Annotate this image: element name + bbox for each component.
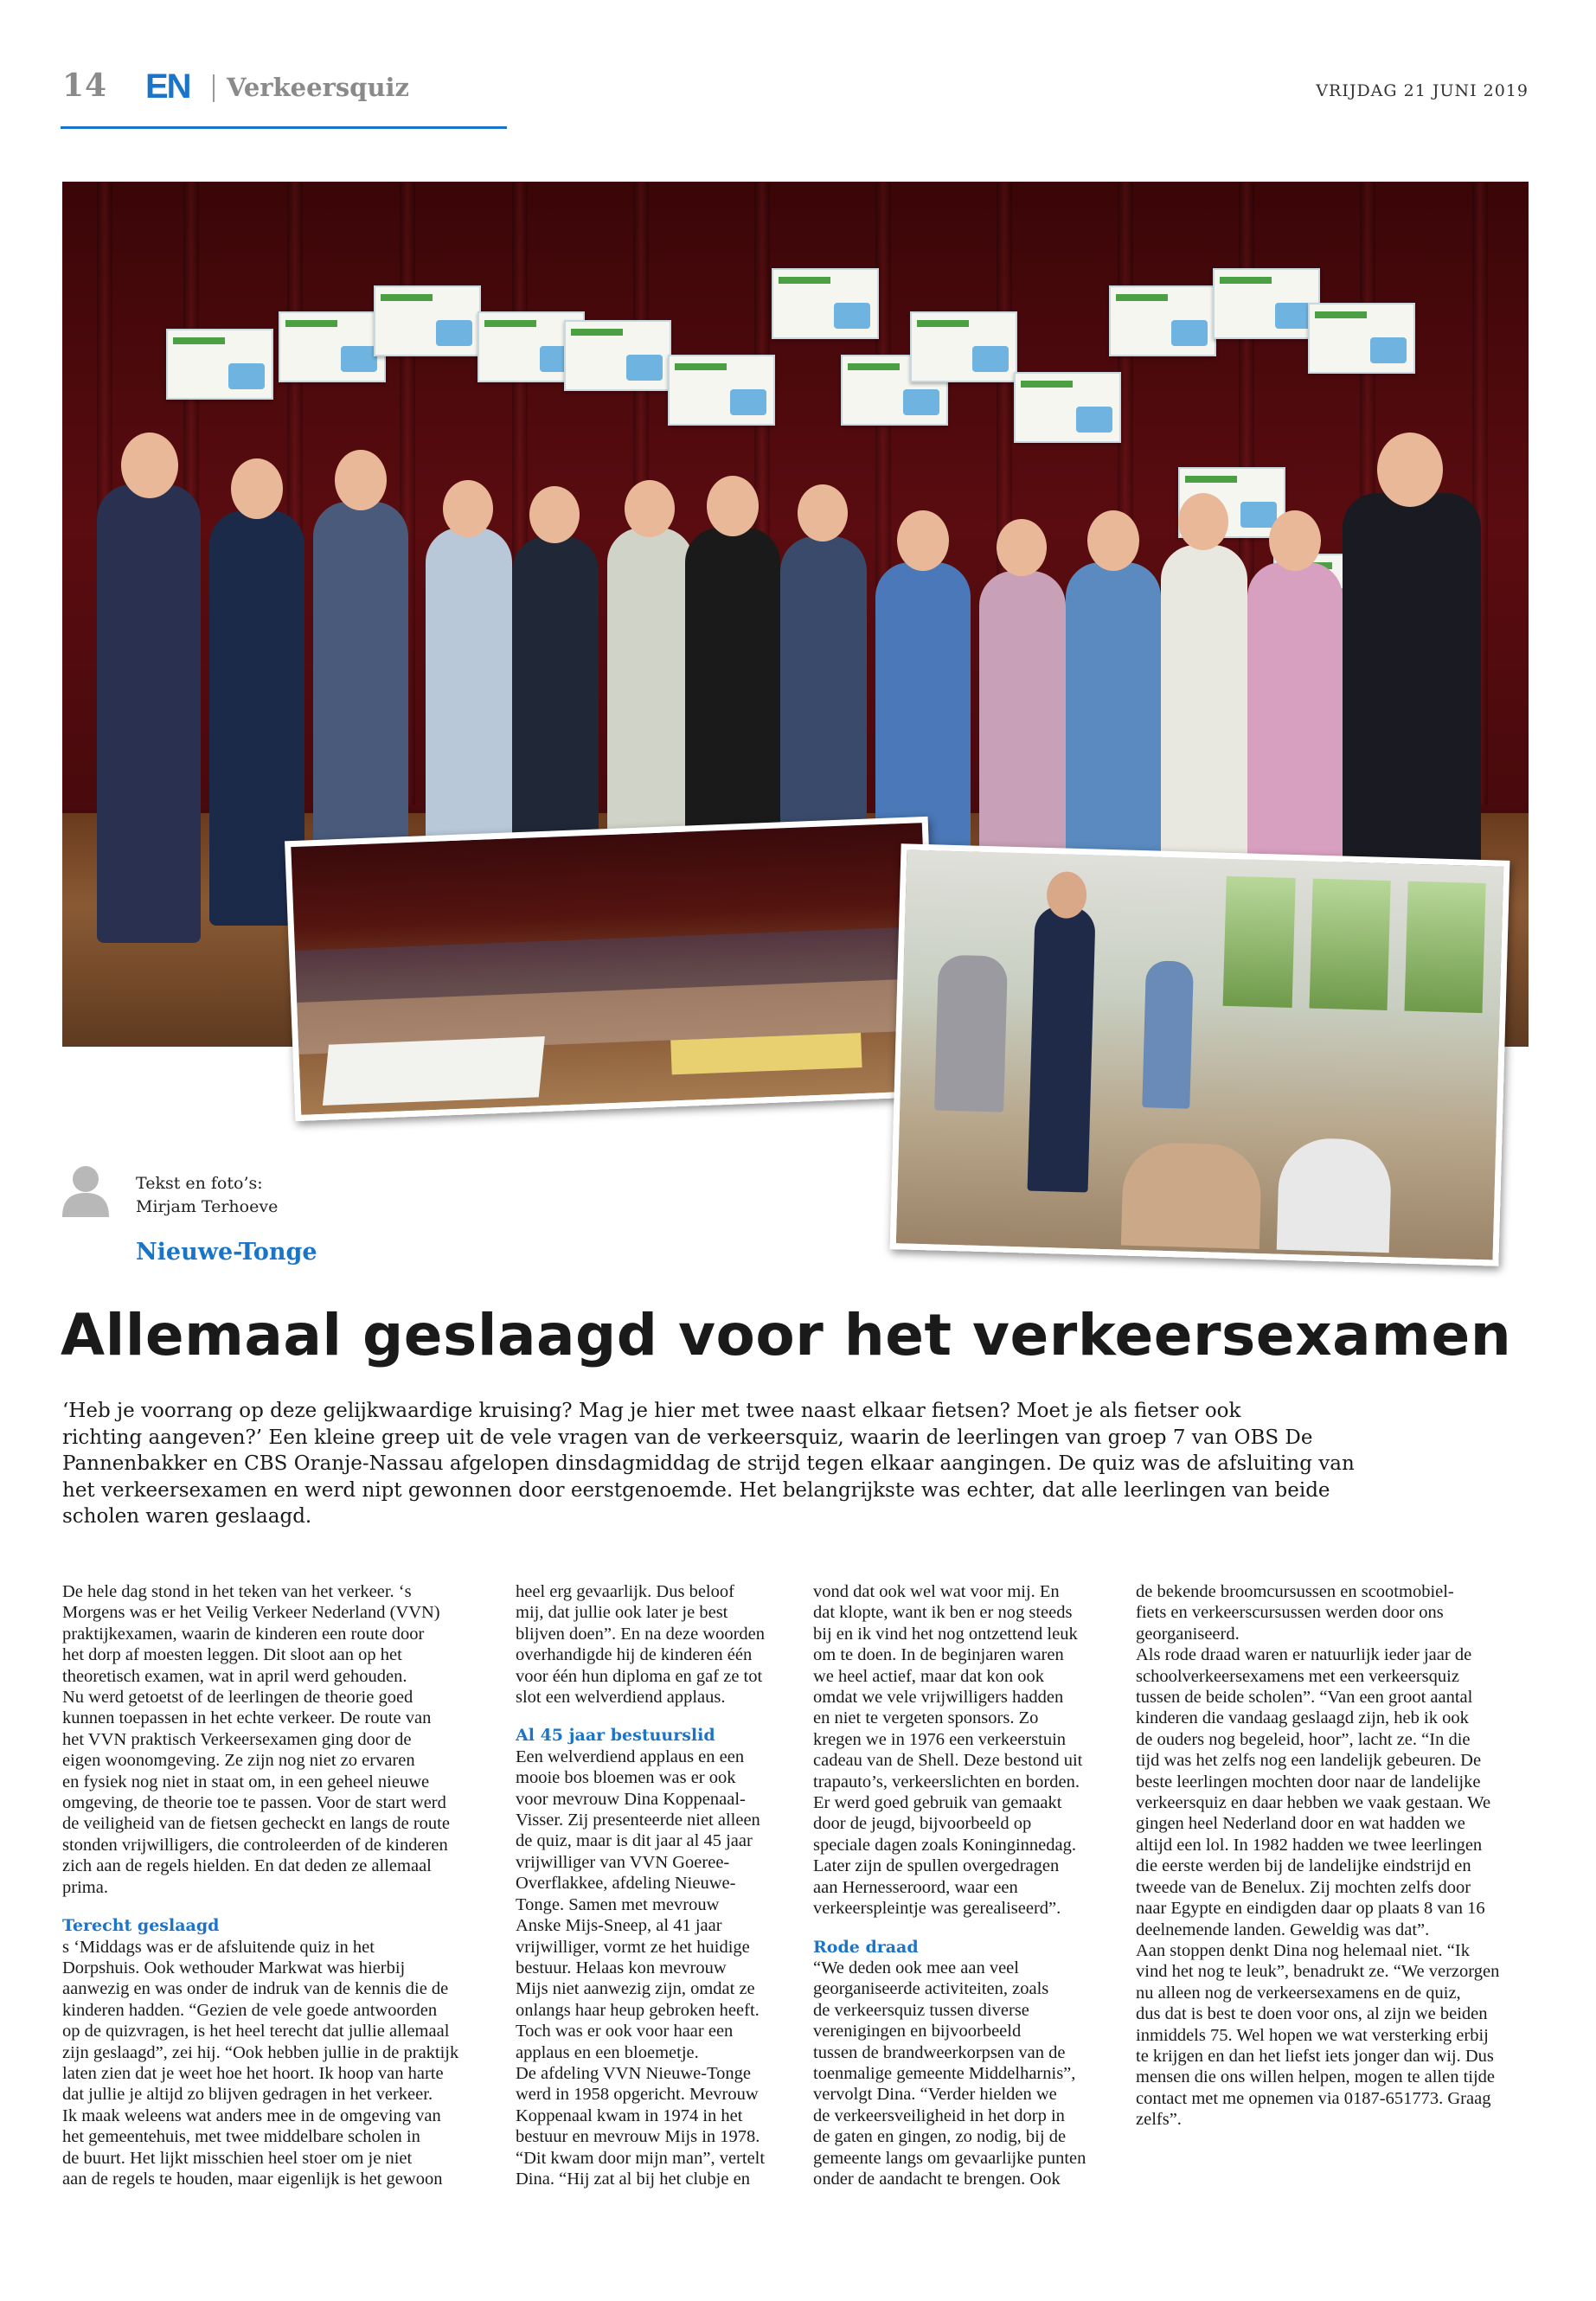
body-line: laten zien dat je weet hoe het hoort. Ik hoop van harte — [62, 2063, 444, 2083]
body-line: gingen heel Nederland door en wat hadden we — [1136, 1814, 1465, 1834]
body-column-3 — [813, 1581, 1116, 2189]
body-line: speciale dagen zoals Koninginnedag. — [813, 1835, 1076, 1855]
body-line: eigen woonomgeving. Ze zijn nog niet zo ervaren — [62, 1751, 415, 1771]
person-silhouette-icon — [61, 1163, 111, 1217]
body-line: blijven doen”. En na deze woorden — [516, 1624, 766, 1644]
body-line: mij, dat jullie ook later je best — [516, 1603, 728, 1623]
body-line: verkeerspleintje was gerealiseerd”. — [813, 1899, 1061, 1919]
body-line: Mijs niet aanwezig zijn, omdat ze — [516, 1979, 755, 1999]
body-line: voor één hun diploma en gaf ze tot — [516, 1666, 763, 1686]
body-line: s ‘Middags was er de afsluitende quiz in het — [62, 1937, 375, 1957]
person-head — [1377, 433, 1443, 507]
child-person — [607, 528, 694, 856]
body-line: De afdeling VVN Nieuwe-Tonge — [516, 2063, 752, 2083]
page-number: 14 — [62, 67, 108, 104]
body-line: kregen we in 1976 een verkeerstuin — [813, 1729, 1067, 1749]
body-line: de veiligheid van de fietsen gecheckt en langs de route — [62, 1814, 450, 1834]
body-line: dus dat is best te doen voor ons, al zijn we beiden — [1136, 2004, 1488, 2024]
person-head — [1178, 493, 1228, 550]
body-line: praktijkexamen, waarin de kinderen een route door — [62, 1624, 425, 1644]
body-line: zich aan de regels hielden. En dat deden ze allemaal — [62, 1856, 432, 1876]
body-line: tweede van de Benelux. Zij mochten zelfs door — [1136, 1877, 1471, 1897]
body-column-2 — [516, 1581, 792, 2189]
foreground-child — [1277, 1138, 1393, 1253]
body-line: Koppenaal kwam in 1974 in het — [516, 2106, 743, 2125]
newspaper-logo: EN — [145, 67, 190, 106]
subheading: Al 45 jaar bestuurslid — [516, 1726, 715, 1746]
body-line: die eerste werden bij de landelijke eindstrijd en — [1136, 1856, 1471, 1876]
person-head — [443, 480, 493, 537]
body-line: door de jeugd, bijvoorbeeld op — [813, 1814, 1032, 1834]
intro-line: ‘Heb je voorrang op deze gelijkwaardige kruising? Mag je hier met twee naast elkaar fietsen? Moet je als fietser ook — [62, 1400, 1241, 1422]
child-figure — [1142, 960, 1194, 1108]
body-line: heel erg gevaarlijk. Dus beloof — [516, 1582, 734, 1601]
body-line: bij en ik vind het nog ontzettend leuk — [813, 1624, 1078, 1644]
person-head — [997, 519, 1047, 576]
seated-woman-figure — [934, 955, 1008, 1112]
person-head — [897, 510, 949, 571]
body-line: Overflakkee, afdeling Nieuwe- — [516, 1874, 736, 1894]
body-line: applaus en een bloemetje. — [516, 2042, 699, 2062]
body-line: “We deden ook mee aan veel — [813, 1958, 1019, 1977]
body-line: de buurt. Het lijkt misschien heel stoer om je niet — [62, 2148, 413, 2168]
body-line: vervolgt Dina. “Verder hielden we — [813, 2085, 1057, 2105]
body-line: het gemeentehuis, met twee middelbare scholen in — [62, 2127, 420, 2147]
body-line: De hele dag stond in het teken van het verkeer. ‘s — [62, 1582, 412, 1601]
body-line: onder de aandacht te brengen. Ook — [813, 2169, 1061, 2189]
section-name: Verkeersquiz — [227, 73, 410, 102]
certificate — [279, 311, 386, 382]
body-line: schoolverkeersexamens met een verkeersquiz — [1136, 1666, 1459, 1686]
body-line: en fysiek nog niet in staat om, in een geheel nieuwe — [62, 1772, 430, 1791]
byline-label: Tekst en foto’s: — [136, 1174, 263, 1193]
body-line: theoretisch examen, wat in april werd gehouden. — [62, 1666, 407, 1686]
body-line: Morgens was er het Veilig Verkeer Nederland (VVN) — [62, 1603, 440, 1623]
intro-line: scholen waren geslaagd. — [62, 1505, 312, 1528]
body-line: omdat we vele vrijwilligers hadden — [813, 1688, 1064, 1708]
body-line: mooie bos bloemen was er ook — [516, 1768, 736, 1788]
body-line: Aan stoppen denkt Dina nog helemaal niet. “Ik — [1136, 1940, 1470, 1960]
body-line: voor mevrouw Dina Koppenaal- — [516, 1789, 746, 1809]
subheading: Rode draad — [813, 1937, 919, 1957]
body-line: aan Hernesseroord, waar een — [813, 1877, 1018, 1897]
body-column-4 — [1136, 1581, 1542, 2131]
body-line: de verkeersveiligheid in het dorp in — [813, 2106, 1065, 2125]
body-line: werd in 1958 opgericht. Mevrouw — [516, 2085, 759, 2105]
ceremony-inset-photo — [890, 843, 1510, 1266]
body-line: kinderen die vandaag geslaagd zijn, heb ik ook — [1136, 1708, 1469, 1728]
body-line: tijd was het zelfs nog een landelijk gebeuren. De — [1136, 1751, 1482, 1771]
body-line: kunnen toepassen in het echte verkeer. De route van — [62, 1708, 432, 1728]
header-separator — [213, 74, 215, 102]
body-line: nu alleen nog de verkeersexamens en de quiz, — [1136, 1983, 1461, 2003]
body-line: het VVN praktisch Verkeersexamen ging door de — [62, 1729, 412, 1749]
body-line: Als rode draad waren er natuurlijk ieder jaar de — [1136, 1645, 1472, 1665]
body-line: Ik maak weleens wat anders mee in de omgeving van — [62, 2106, 441, 2125]
body-line: zelfs”. — [1136, 2110, 1182, 2130]
audience-inset-photo — [285, 817, 939, 1121]
body-line: overhandigde hij de kinderen één — [516, 1645, 753, 1665]
body-line: de quiz, maar is dit jaar al 45 jaar — [516, 1831, 753, 1851]
body-line: en niet te vergeten sponsors. Zo — [813, 1708, 1039, 1728]
certificate — [1014, 372, 1121, 443]
body-line: de gaten en gingen, zo nodig, bij de — [813, 2127, 1067, 2147]
header-rule — [61, 126, 507, 129]
body-line: beste leerlingen mochten door naar de landelijke — [1136, 1772, 1481, 1791]
body-line: slot een welverdiend applaus. — [516, 1688, 726, 1708]
body-line: vrijwilliger van VVN Goeree- — [516, 1852, 730, 1872]
certificate — [1308, 303, 1415, 374]
body-line: omgeving, de theorie toe te passen. Voor de start werd — [62, 1793, 446, 1813]
person-head — [625, 480, 675, 537]
body-line: dat jullie je altijd zo blijven gedragen in het verkeer. — [62, 2085, 433, 2105]
certificate — [668, 355, 775, 426]
body-line: inmiddels 75. Wel hopen we wat versterking erbij — [1136, 2025, 1489, 2045]
body-line: vind het nog te leuk”, benadrukt ze. “We verzorgen — [1136, 1962, 1500, 1982]
body-line: vond dat ook wel wat voor mij. En — [813, 1582, 1060, 1601]
body-line: kinderen hadden. “Gezien de vele goede antwoorden — [62, 2000, 438, 2020]
intro-line: het verkeersexamen en werd nipt gewonnen door eerstgenoemde. Het belangrijkste was echter, dat alle leerlingen van beide — [62, 1478, 1330, 1502]
presenter-figure — [1028, 906, 1096, 1193]
body-line: om te doen. In de beginjaren waren — [813, 1645, 1064, 1665]
body-line: verkeersquiz en daar hebben we vaak gestaan. We — [1136, 1793, 1491, 1813]
body-line: georganiseerd. — [1136, 1624, 1240, 1644]
body-line: vrijwilliger, vormt ze het huidige — [516, 1937, 750, 1957]
jury-table — [323, 1036, 545, 1106]
body-line: contact met me opnemen via 0187-651773. Graag — [1136, 2088, 1491, 2108]
body-line: tussen de brandweerkorpsen van de — [813, 2042, 1066, 2062]
body-column-1 — [62, 1581, 486, 2189]
body-line: de verkeersquiz tussen diverse — [813, 2000, 1029, 2020]
body-line: trapauto’s, verkeerslichten en borden. — [813, 1772, 1080, 1791]
person-head — [1087, 510, 1139, 571]
body-line: Een welverdiend applaus en een — [516, 1747, 745, 1766]
body-line: deelnemende landen. Geweldig was dat”. — [1136, 1920, 1430, 1939]
body-line: de bekende broomcursussen en scootmobiel- — [1136, 1582, 1454, 1601]
location-kicker: Nieuwe-Tonge — [136, 1239, 317, 1266]
certificate — [1109, 285, 1216, 356]
person-head — [231, 458, 283, 519]
body-line: Anske Mijs-Sneep, al 41 jaar — [516, 1916, 722, 1936]
window — [1405, 881, 1486, 1013]
body-line: Nu werd getoetst of de leerlingen de theorie goed — [62, 1688, 413, 1708]
body-line: tussen de beide scholen”. “Van een groot aantal — [1136, 1688, 1473, 1708]
subheading: Terecht geslaagd — [62, 1916, 220, 1936]
adult-person — [97, 484, 201, 943]
byline-author: Mirjam Terhoeve — [136, 1197, 279, 1216]
body-line: Dina. “Hij zat al bij het clubje en — [516, 2169, 750, 2189]
window — [1310, 879, 1391, 1010]
certificate — [166, 329, 273, 400]
body-line: bestuur. Helaas kon mevrouw — [516, 1958, 727, 1977]
body-line: bestuur en mevrouw Mijs in 1978. — [516, 2127, 760, 2147]
certificate — [1213, 268, 1320, 339]
body-line: de ouders nog begeleid, hoor”, lacht ze. “In die — [1136, 1729, 1471, 1749]
certificate — [374, 285, 481, 356]
body-line: Dorpshuis. Ook wethouder Markwat was hierbij — [62, 1958, 406, 1977]
body-line: cadeau van de Shell. Deze bestond uit — [813, 1751, 1083, 1771]
body-line: aanwezig en was onder de indruk van de kennis die de — [62, 1979, 449, 1999]
child-person — [1161, 545, 1247, 891]
body-line: het dorp af moesten leggen. Dit sloot aan op het — [62, 1645, 402, 1665]
body-line: te krijgen en dan het liefst iets jonger dan wij. Dus — [1136, 2046, 1494, 2066]
body-line: georganiseerde activiteiten, zoals — [813, 1979, 1049, 1999]
certificate — [772, 268, 879, 339]
body-line: onlangs haar heup gebroken heeft. — [516, 2000, 760, 2020]
body-line: altijd een lol. In 1982 hadden we twee leerlingen — [1136, 1835, 1483, 1855]
intro-line: Pannenbakker en CBS Oranje-Nassau afgelopen dinsdagmiddag de strijd tegen elkaar aangingen. De quiz was de afsluiting van — [62, 1452, 1355, 1475]
body-line: dat klopte, want ik ben er nog steeds — [813, 1603, 1073, 1623]
person-head — [1269, 510, 1321, 571]
body-line: mensen die ons willen helpen, mogen te allen tijde — [1136, 2067, 1496, 2087]
body-line: “Dit kwam door mijn man”, vertelt — [516, 2148, 766, 2168]
headline: Allemaal geslaagd voor het verkeersexamen — [61, 1302, 1512, 1368]
person-head — [798, 484, 848, 542]
certificate — [910, 311, 1017, 382]
body-line: Er werd goed gebruik van gemaakt — [813, 1793, 1062, 1813]
body-line: Tonge. Samen met mevrouw — [516, 1894, 720, 1914]
body-line: fiets en verkeerscursussen werden door ons — [1136, 1603, 1444, 1623]
body-line: gemeente langs om gevaarlijke punten — [813, 2148, 1086, 2168]
body-line: op de quizvragen, is het heel terecht dat jullie allemaal — [62, 2022, 450, 2041]
person-head — [121, 433, 178, 498]
prize-table — [670, 1033, 862, 1074]
issue-date: VRIJDAG 21 JUNI 2019 — [1316, 81, 1529, 100]
body-line: naar Egypte en eindigden daar op plaats 8 van 16 — [1136, 1899, 1485, 1919]
intro-line: richting aangeven?’ Een kleine greep uit de vele vragen van de verkeersquiz, waarin de leerlingen van groep 7 van OBS De — [62, 1426, 1313, 1449]
body-line: stonden vrijwilligers, die controleerden of de kinderen — [62, 1835, 448, 1855]
body-line: zijn geslaagd”, zei hij. “Ook hebben jullie in de praktijk — [62, 2042, 459, 2062]
body-line: we heel actief, maar dat kon ook — [813, 1666, 1044, 1686]
person-head — [529, 486, 580, 543]
body-line: Later zijn de spullen overgedragen — [813, 1856, 1060, 1876]
body-line: toenmalige gemeente Middelharnis”, — [813, 2063, 1076, 2083]
intro-paragraph — [62, 1398, 1360, 1530]
body-line: aan de regels te houden, maar eigenlijk is het gewoon — [62, 2169, 443, 2189]
foreground-child — [1121, 1142, 1262, 1249]
person-head — [335, 450, 387, 510]
window — [1223, 876, 1296, 1008]
body-line: Toch was er ook voor haar een — [516, 2022, 734, 2041]
certificate — [564, 320, 671, 391]
body-line: verenigingen en bijvoorbeeld — [813, 2022, 1022, 2041]
body-line: prima. — [62, 1877, 108, 1897]
person-head — [707, 476, 759, 536]
body-line: Visser. Zij presenteerde niet alleen — [516, 1811, 760, 1830]
